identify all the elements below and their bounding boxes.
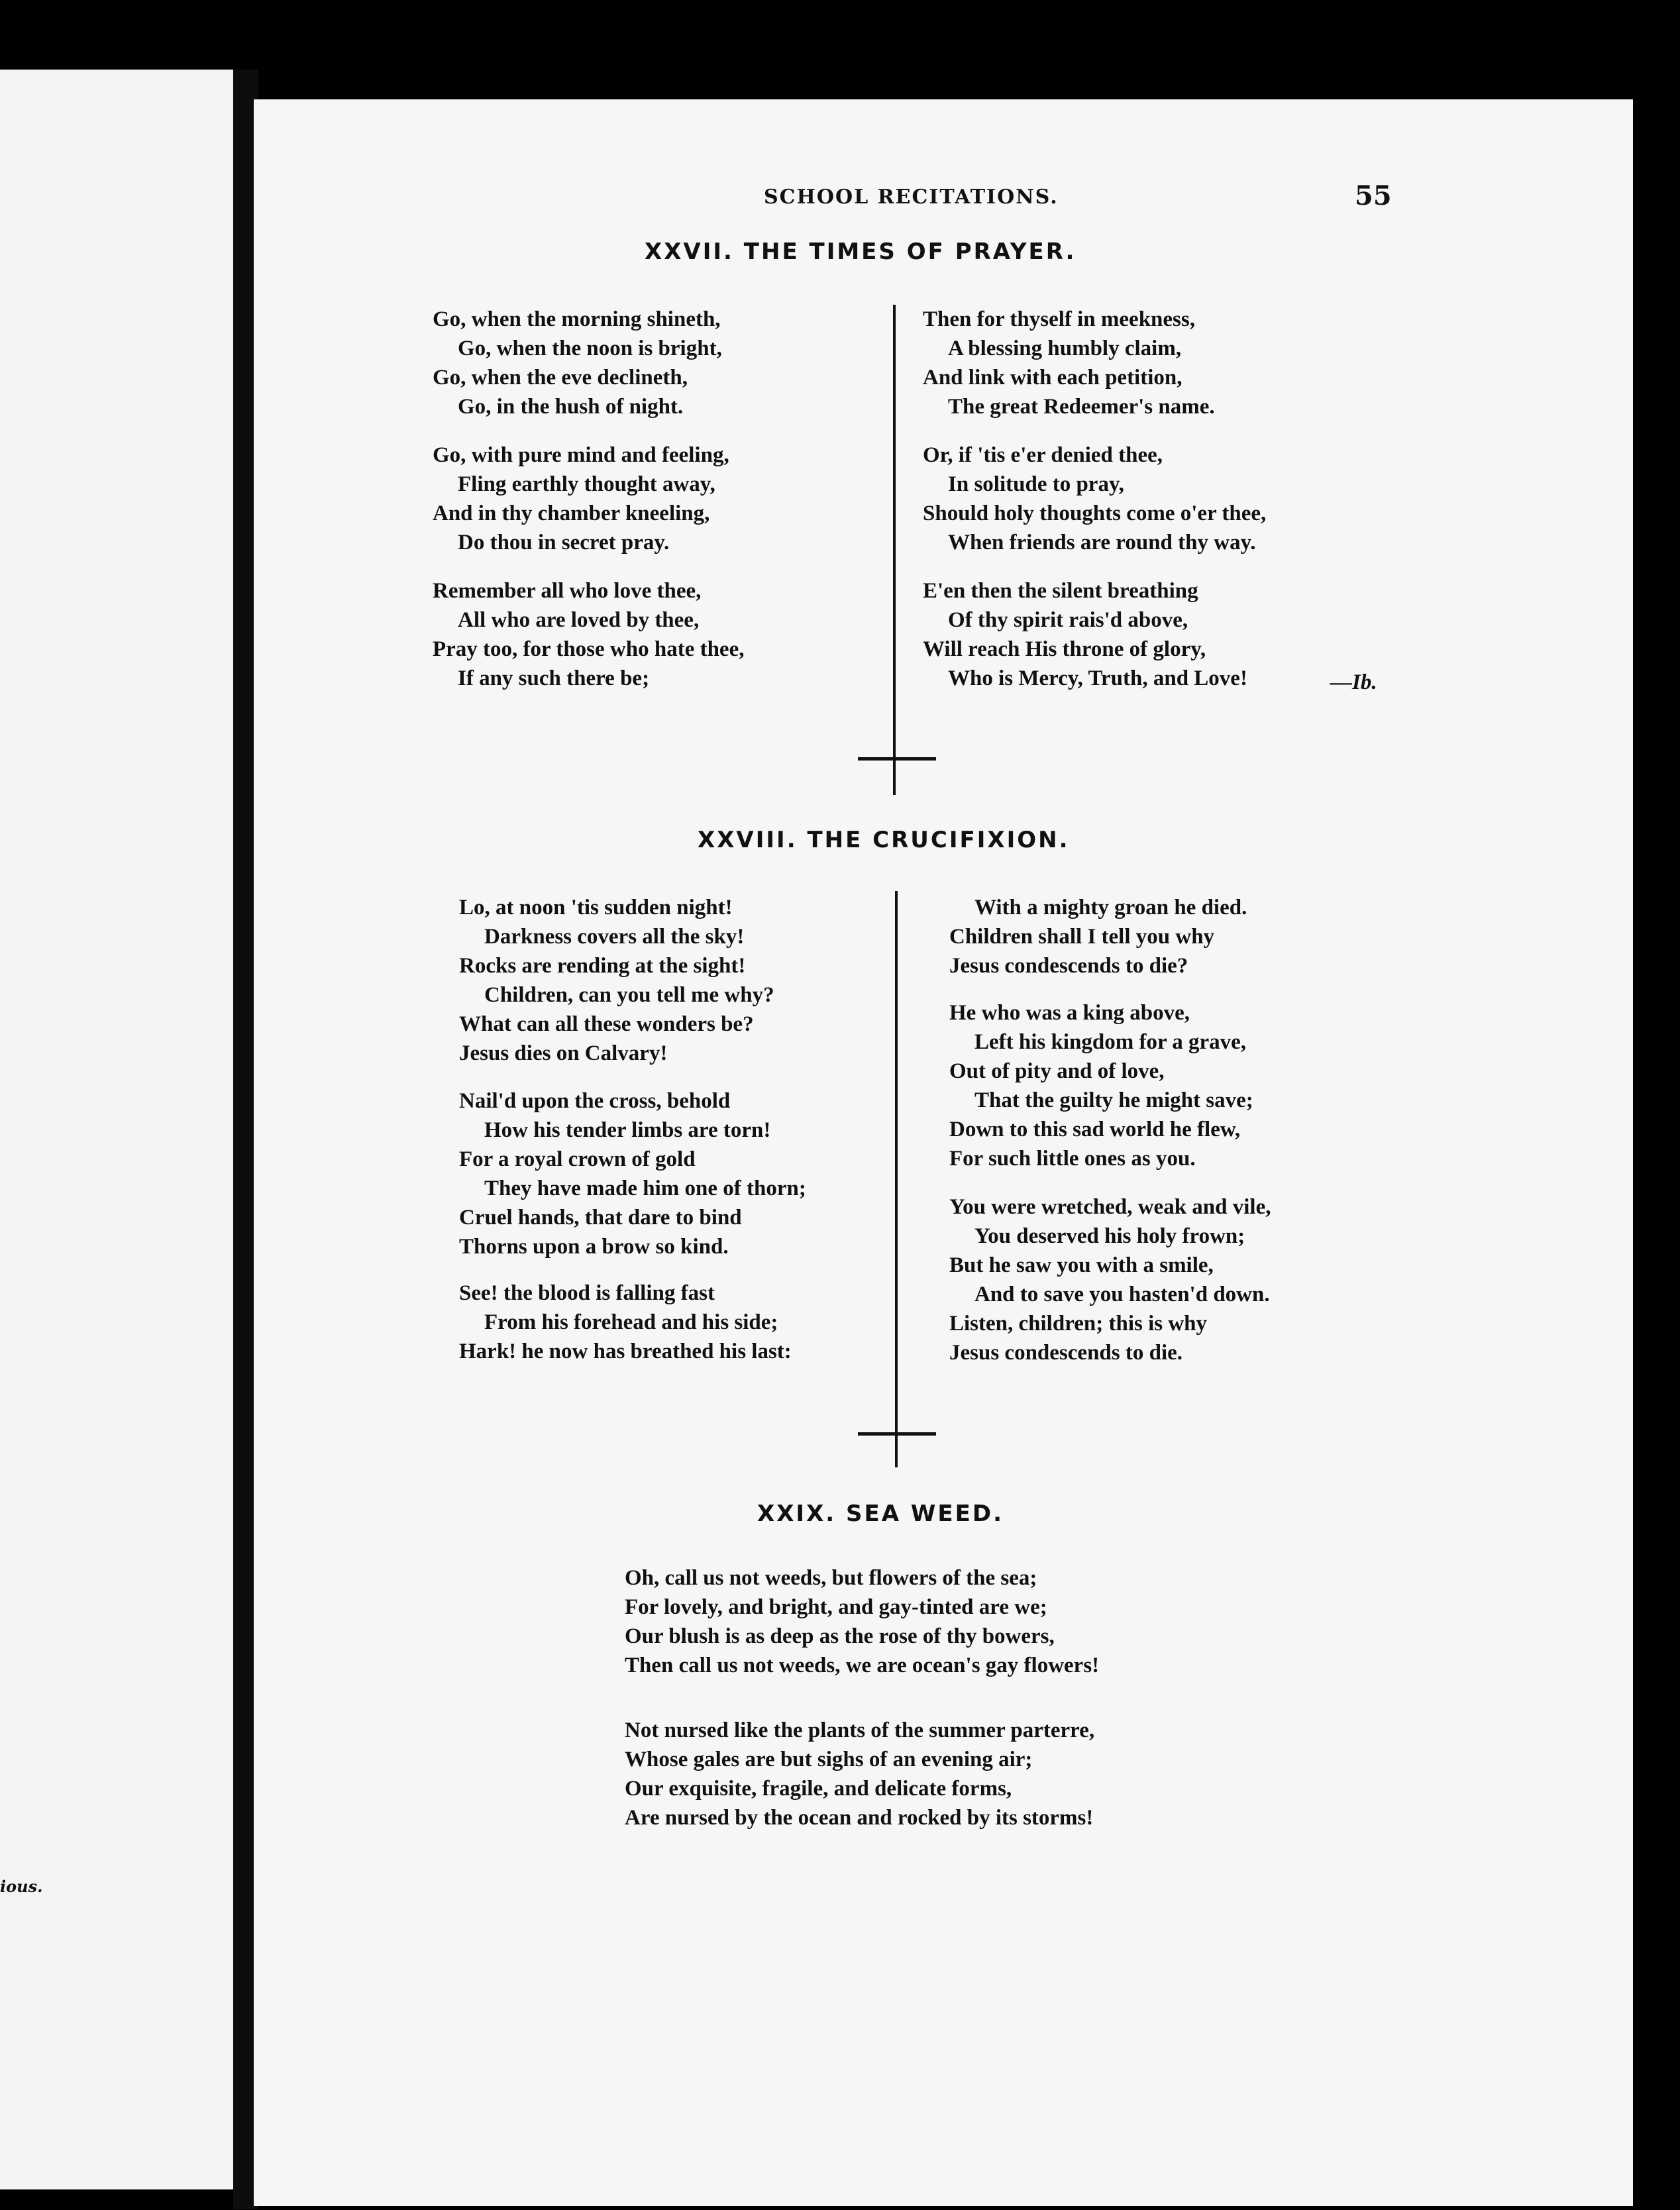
verse-line: Go, when the noon is bright, — [458, 337, 722, 360]
section-divider — [858, 1432, 936, 1436]
verse-line: The great Redeemer's name. — [948, 395, 1215, 419]
verse-line: Out of pity and of love, — [949, 1059, 1165, 1083]
verse-line: E'en then the silent breathing — [923, 579, 1198, 603]
left-page-fragment — [0, 70, 233, 2189]
attribution: —Ib. — [1330, 670, 1377, 694]
verse-line: A blessing humbly claim, — [948, 337, 1182, 360]
verse-line: In solitude to pray, — [948, 472, 1124, 496]
verse-line: Listen, children; this is why — [949, 1312, 1208, 1336]
verse-line: Rocks are rending at the sight! — [459, 954, 746, 978]
stanza — [433, 576, 744, 693]
verse-line: Nail'd upon the cross, behold — [459, 1089, 731, 1113]
stanza — [923, 576, 1247, 693]
verse-line: Thorns upon a brow so kind. — [459, 1235, 729, 1259]
verse-line: Go, when the eve declineth, — [433, 366, 688, 390]
verse-line: Go, in the hush of night. — [458, 395, 684, 419]
verse-line: But he saw you with a smile, — [949, 1253, 1214, 1277]
verse-line: He who was a king above, — [949, 1001, 1190, 1025]
verse-line: Will reach His throne of glory, — [923, 637, 1206, 661]
stanza — [923, 441, 1266, 557]
verse-line: Oh, call us not weeds, but flowers of the sea; — [625, 1566, 1037, 1590]
stanza — [949, 893, 1247, 980]
verse-line: Then call us not weeds, we are ocean's gay flowers! — [625, 1654, 1100, 1677]
verse-line: Of thy spirit rais'd above, — [948, 608, 1188, 632]
verse-line: From his forehead and his side; — [484, 1310, 778, 1334]
verse-line: And to save you hasten'd down. — [974, 1283, 1270, 1306]
verse-line: You deserved his holy frown; — [974, 1224, 1245, 1248]
poem-title: XXVIII. THE CRUCIFIXION. — [698, 827, 1070, 853]
book-page — [254, 99, 1633, 2206]
stanza — [459, 1279, 792, 1366]
verse-line: Hark! he now has breathed his last: — [459, 1340, 792, 1363]
verse-line: What can all these wonders be? — [459, 1012, 754, 1036]
verse-line: With a mighty groan he died. — [974, 896, 1247, 920]
verse-line: Who is Mercy, Truth, and Love! — [948, 666, 1247, 690]
stanza — [949, 998, 1253, 1173]
verse-line: Pray too, for those who hate thee, — [433, 637, 745, 661]
verse-line: And in thy chamber kneeling, — [433, 501, 710, 525]
verse-line: See! the blood is falling fast — [459, 1281, 715, 1305]
verse-line: Our exquisite, fragile, and delicate forms, — [625, 1777, 1012, 1801]
verse-line: How his tender limbs are torn! — [484, 1118, 771, 1142]
verse-line: Remember all who love thee, — [433, 579, 702, 603]
verse-line: Whose gales are but sighs of an evening air; — [625, 1748, 1033, 1771]
verse-line: Down to this sad world he flew, — [949, 1118, 1241, 1141]
column-divider — [893, 305, 896, 795]
poem-title: XXVII. THE TIMES OF PRAYER. — [645, 238, 1076, 265]
verse-line: Children shall I tell you why — [949, 925, 1215, 949]
verse-line: Should holy thoughts come o'er thee, — [923, 501, 1267, 525]
verse-line: You were wretched, weak and vile, — [949, 1195, 1271, 1219]
verse-line: For lovely, and bright, and gay-tinted are we; — [625, 1595, 1047, 1619]
verse-line: Lo, at noon 'tis sudden night! — [459, 896, 733, 920]
verse-line: Go, with pure mind and feeling, — [433, 443, 729, 467]
verse-line: If any such there be; — [458, 666, 650, 690]
verse-line: Children, can you tell me why? — [484, 983, 774, 1007]
verse-line: When friends are round thy way. — [948, 531, 1256, 554]
left-page-edge-text: ious. — [0, 1877, 43, 1896]
section-divider — [858, 757, 936, 761]
stanza — [923, 305, 1215, 421]
poem-title: XXIX. SEA WEED. — [757, 1500, 1004, 1527]
verse-line: Fling earthly thought away, — [458, 472, 715, 496]
verse-line: Darkness covers all the sky! — [484, 925, 745, 949]
verse-line: Jesus dies on Calvary! — [459, 1041, 668, 1065]
column-divider — [895, 891, 898, 1467]
verse-line: Jesus condescends to die. — [949, 1341, 1183, 1365]
verse-line: Jesus condescends to die? — [949, 954, 1188, 978]
verse-line: For a royal crown of gold — [459, 1147, 696, 1171]
verse-line: That the guilty he might save; — [974, 1088, 1253, 1112]
verse-line: Our blush is as deep as the rose of thy bowers, — [625, 1624, 1055, 1648]
page-number: 55 — [1355, 180, 1392, 211]
stanza — [459, 1086, 806, 1261]
verse-line: Not nursed like the plants of the summer parterre, — [625, 1718, 1095, 1742]
verse-line: Left his kingdom for a grave, — [974, 1030, 1247, 1054]
verse-line: Are nursed by the ocean and rocked by its storms! — [625, 1806, 1094, 1830]
stanza — [625, 1716, 1094, 1832]
stanza — [433, 441, 729, 557]
verse-line: Then for thyself in meekness, — [923, 307, 1195, 331]
stanza — [949, 1192, 1271, 1367]
stanza — [625, 1563, 1099, 1680]
verse-line: Do thou in secret pray. — [458, 531, 670, 554]
stanza — [433, 305, 722, 421]
stanza — [459, 893, 774, 1068]
verse-line: Or, if 'tis e'er denied thee, — [923, 443, 1163, 467]
verse-line: All who are loved by thee, — [458, 608, 700, 632]
verse-line: Cruel hands, that dare to bind — [459, 1206, 742, 1230]
verse-line: For such little ones as you. — [949, 1147, 1196, 1171]
verse-line: Go, when the morning shineth, — [433, 307, 721, 331]
running-head: SCHOOL RECITATIONS. — [764, 185, 1059, 209]
verse-line: They have made him one of thorn; — [484, 1177, 806, 1200]
verse-line: And link with each petition, — [923, 366, 1182, 390]
